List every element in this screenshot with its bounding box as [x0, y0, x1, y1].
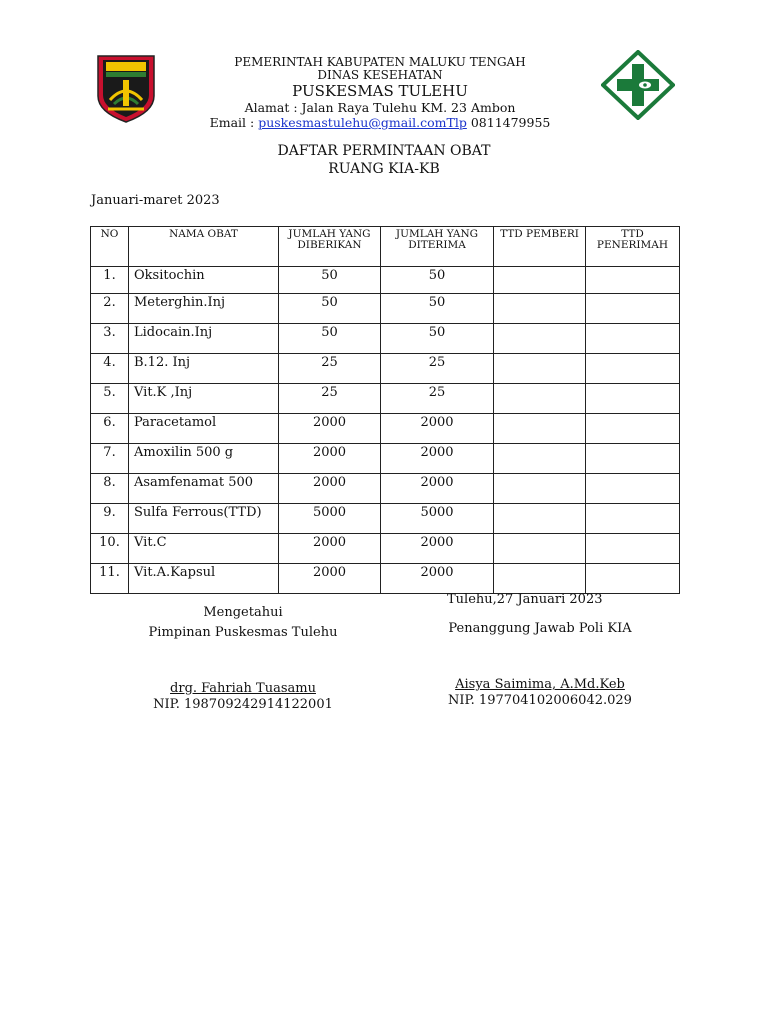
quantity-given: 2000	[279, 564, 381, 594]
medicine-name: Vit.K ,Inj	[129, 384, 279, 414]
giver-signature-cell	[494, 564, 586, 594]
col-header-no: NO	[91, 227, 129, 267]
row-number: 7.	[91, 444, 129, 474]
email-link[interactable]: puskesmastulehu@gmail.comTlp	[258, 115, 467, 130]
signature-space	[118, 641, 368, 681]
letterhead	[160, 55, 600, 130]
giver-signature-cell	[494, 384, 586, 414]
table-row	[91, 534, 680, 564]
table-row	[91, 354, 680, 384]
quantity-received: 50	[381, 267, 494, 294]
table-row	[91, 444, 680, 474]
quantity-given: 50	[279, 267, 381, 294]
medicine-name: Meterghin.Inj	[129, 294, 279, 324]
giver-signature-cell	[494, 474, 586, 504]
head-title: Pimpinan Puskesmas Tulehu	[148, 625, 338, 640]
receiver-signature-cell	[586, 414, 680, 444]
table-row	[91, 384, 680, 414]
giver-signature-cell	[494, 444, 586, 474]
signing-date: Tulehu,27 Januari 2023	[447, 592, 603, 607]
government-name: PEMERINTAH KABUPATEN MALUKU TENGAH	[234, 55, 526, 69]
quantity-given: 2000	[279, 474, 381, 504]
medicine-name: Vit.C	[129, 534, 279, 564]
receiver-signature-cell	[586, 444, 680, 474]
quantity-received: 50	[381, 324, 494, 354]
col-header-received: JUMLAH YANG DITERIMA	[381, 227, 494, 267]
col-header-name: NAMA OBAT	[129, 227, 279, 267]
regency-emblem-logo	[94, 52, 158, 124]
acknowledged-label: Mengetahui	[203, 605, 283, 620]
row-number: 3.	[91, 324, 129, 354]
giver-signature-cell	[494, 267, 586, 294]
quantity-given: 25	[279, 384, 381, 414]
quantity-given: 25	[279, 354, 381, 384]
address: Alamat : Jalan Raya Tulehu KM. 23 Ambon	[244, 100, 516, 115]
row-number: 4.	[91, 354, 129, 384]
phone-number: 0811479955	[466, 115, 551, 130]
document-title	[0, 142, 768, 178]
receiver-signature-cell	[586, 384, 680, 414]
receiver-signature-cell	[586, 267, 680, 294]
quantity-received: 2000	[381, 564, 494, 594]
quantity-given: 2000	[279, 444, 381, 474]
quantity-given: 50	[279, 324, 381, 354]
quantity-given: 50	[279, 294, 381, 324]
quantity-received: 2000	[381, 444, 494, 474]
signature-space	[415, 637, 665, 677]
medicine-request-table	[90, 226, 680, 594]
quantity-received: 25	[381, 384, 494, 414]
head-name: drg. Fahriah Tuasamu	[170, 681, 316, 696]
medicine-name: Amoxilin 500 g	[129, 444, 279, 474]
table-row	[91, 504, 680, 534]
receiver-signature-cell	[586, 324, 680, 354]
table-row	[91, 474, 680, 504]
row-number: 8.	[91, 474, 129, 504]
col-header-receiver-signature: TTD PENERIMAH	[586, 227, 680, 267]
clinic-name: PUSKESMAS TULEHU	[292, 82, 468, 100]
giver-signature-cell	[494, 504, 586, 534]
quantity-given: 5000	[279, 504, 381, 534]
col-header-given: JUMLAH YANG DIBERIKAN	[279, 227, 381, 267]
receiver-signature-cell	[586, 354, 680, 384]
giver-signature-cell	[494, 294, 586, 324]
row-number: 5.	[91, 384, 129, 414]
quantity-received: 50	[381, 294, 494, 324]
giver-signature-cell	[494, 354, 586, 384]
agency-name: DINAS KESEHATAN	[317, 68, 443, 82]
row-number: 6.	[91, 414, 129, 444]
table-row	[91, 414, 680, 444]
quantity-received: 2000	[381, 414, 494, 444]
row-number: 10.	[91, 534, 129, 564]
col-header-giver-signature: TTD PEMBERI	[494, 227, 586, 267]
quantity-given: 2000	[279, 534, 381, 564]
table-row	[91, 294, 680, 324]
receiver-signature-cell	[586, 504, 680, 534]
quantity-received: 2000	[381, 534, 494, 564]
contact-line	[160, 115, 600, 130]
receiver-signature-cell	[586, 564, 680, 594]
giver-signature-cell	[494, 534, 586, 564]
quantity-given: 2000	[279, 414, 381, 444]
period-label: Januari-maret 2023	[91, 193, 220, 208]
quantity-received: 25	[381, 354, 494, 384]
row-number: 11.	[91, 564, 129, 594]
medicine-name: Paracetamol	[129, 414, 279, 444]
responsible-nip: NIP. 197704102006042.029	[448, 693, 632, 708]
table-row	[91, 324, 680, 354]
row-number: 2.	[91, 294, 129, 324]
medicine-name: Asamfenamat 500	[129, 474, 279, 504]
medicine-name: B.12. Inj	[129, 354, 279, 384]
email-label: Email :	[209, 115, 259, 130]
medicine-name: Sulfa Ferrous(TTD)	[129, 504, 279, 534]
medicine-name: Lidocain.Inj	[129, 324, 279, 354]
row-number: 1.	[91, 267, 129, 294]
quantity-received: 5000	[381, 504, 494, 534]
signature-block-head	[118, 605, 368, 713]
responsible-title: Penanggung Jawab Poli KIA	[448, 621, 632, 636]
row-number: 9.	[91, 504, 129, 534]
title-line-2: RUANG KIA-KB	[328, 161, 440, 177]
giver-signature-cell	[494, 414, 586, 444]
signature-block-responsible	[415, 621, 665, 709]
receiver-signature-cell	[586, 294, 680, 324]
quantity-received: 2000	[381, 474, 494, 504]
health-cross-logo	[601, 50, 675, 120]
head-nip: NIP. 198709242914122001	[153, 697, 333, 712]
giver-signature-cell	[494, 324, 586, 354]
receiver-signature-cell	[586, 474, 680, 504]
table-row	[91, 267, 680, 294]
table-row	[91, 564, 680, 594]
medicine-name: Vit.A.Kapsul	[129, 564, 279, 594]
receiver-signature-cell	[586, 534, 680, 564]
responsible-name: Aisya Saimima, A.Md.Keb	[455, 677, 625, 692]
medicine-name: Oksitochin	[129, 267, 279, 294]
title-line-1: DAFTAR PERMINTAAN OBAT	[277, 143, 491, 159]
